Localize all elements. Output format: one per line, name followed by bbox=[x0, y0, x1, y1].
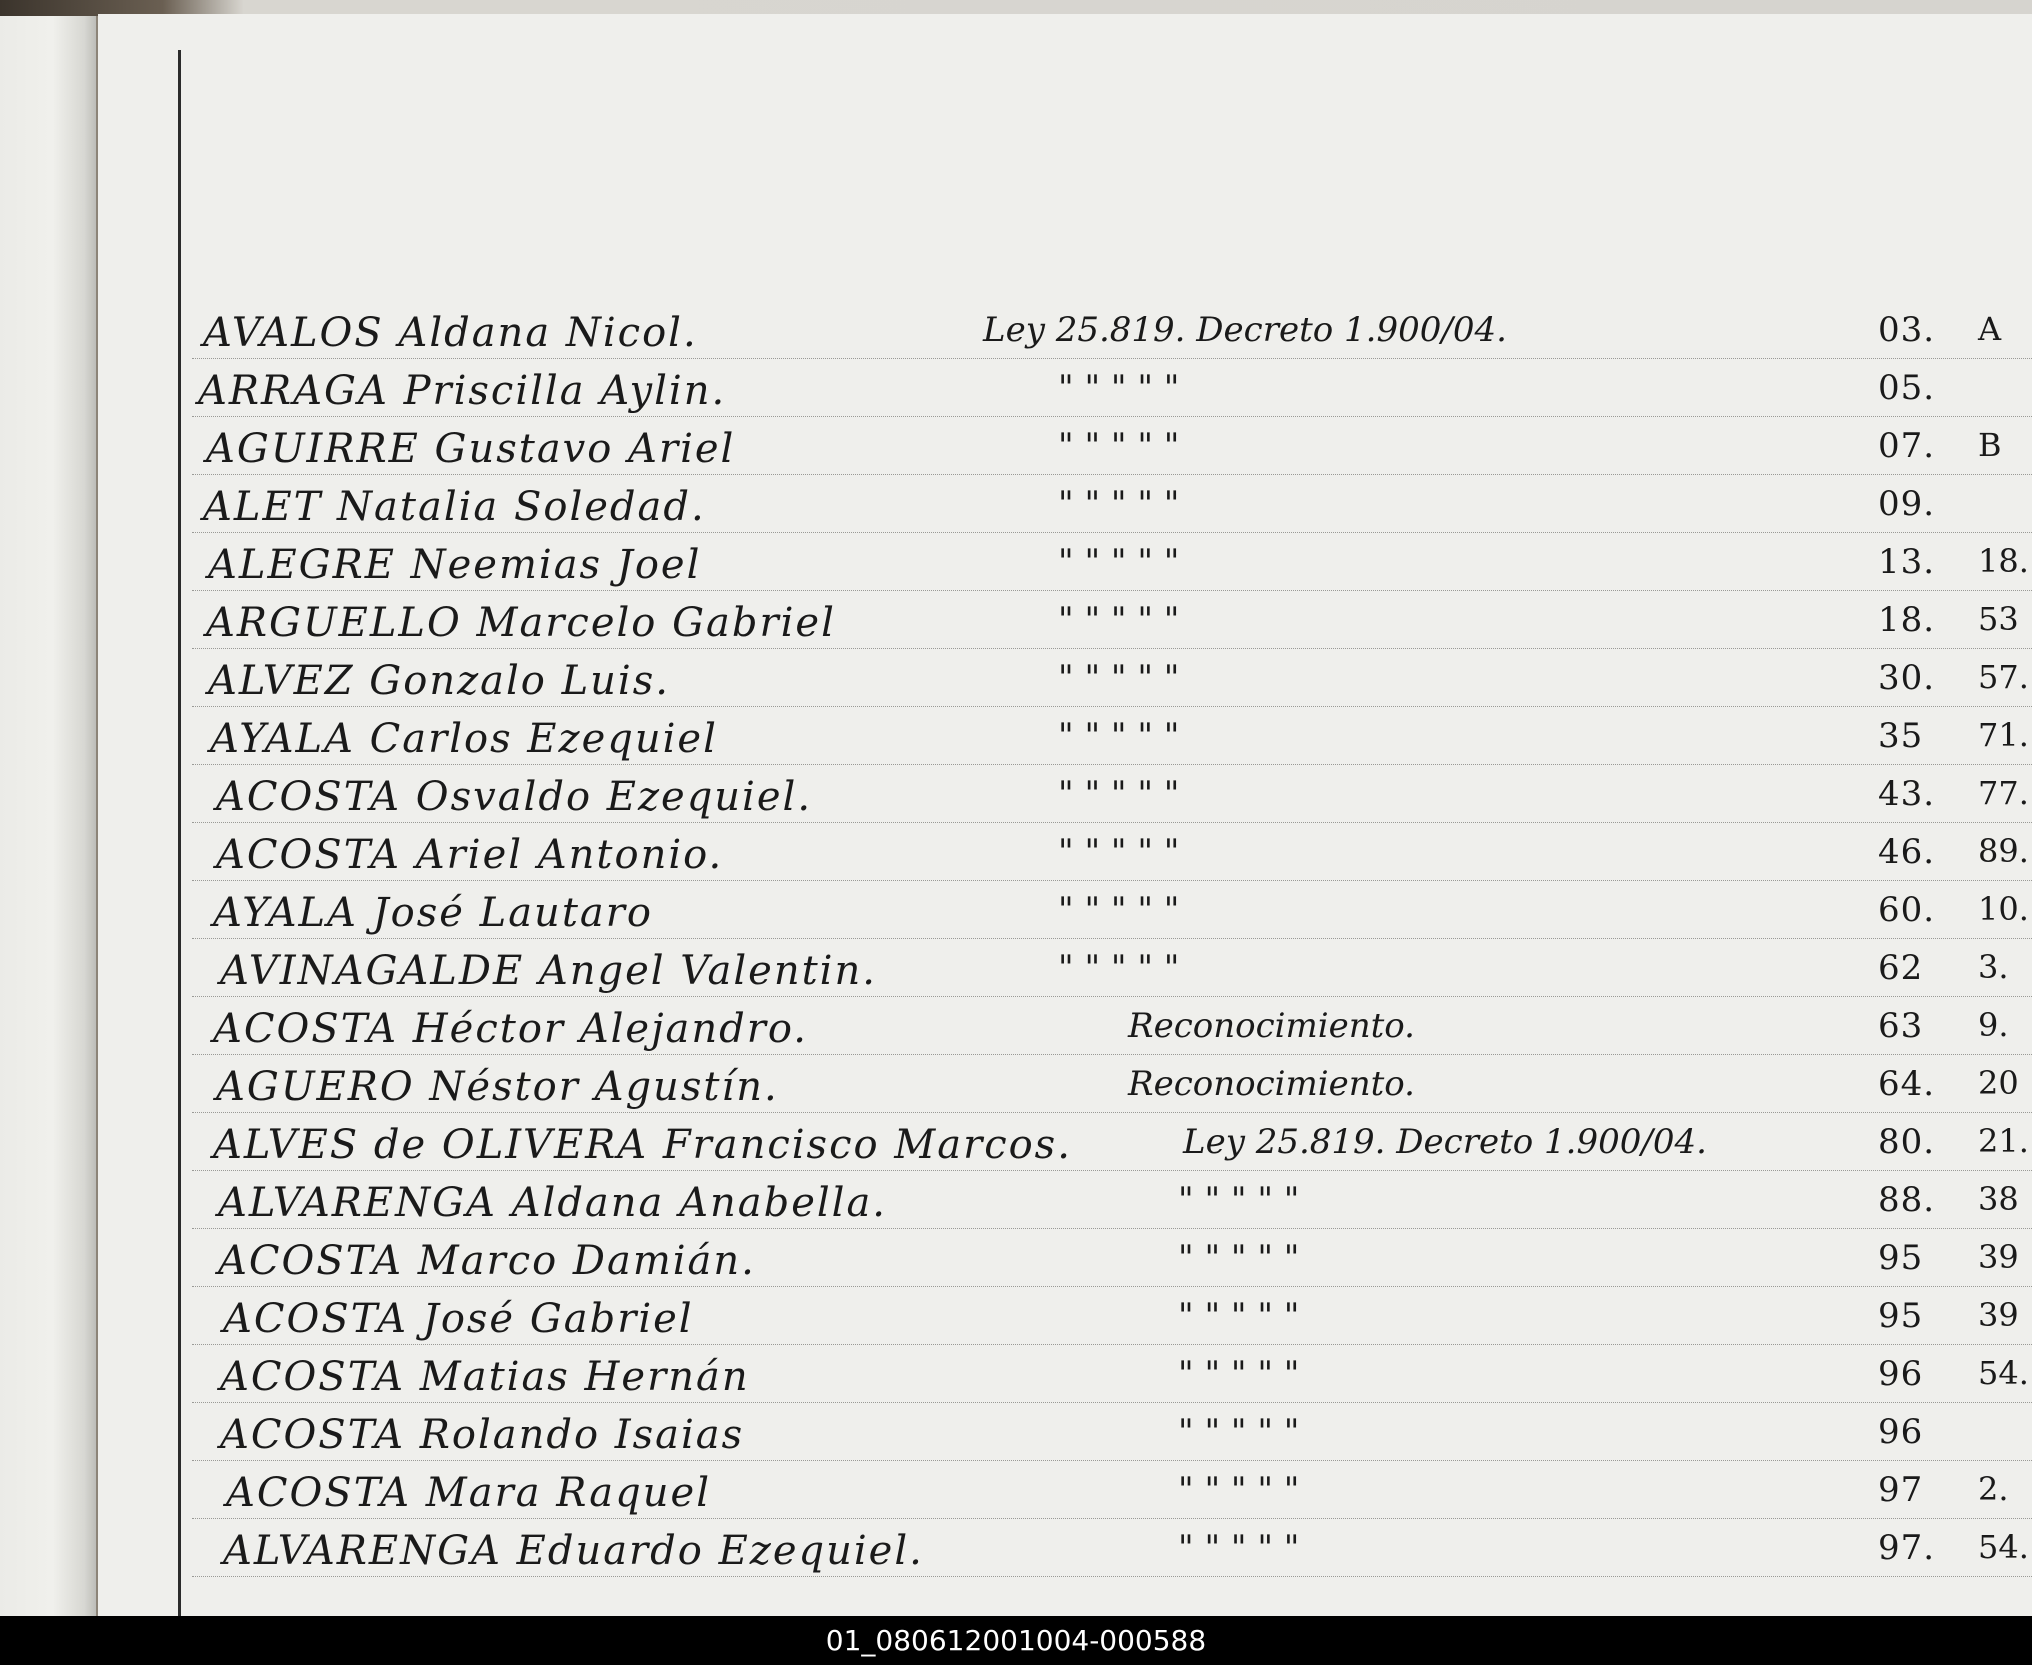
entry-name: ALEGRE Neemias Joel bbox=[208, 542, 702, 588]
entry-legal-basis: " " " " " bbox=[1058, 484, 1180, 524]
entry-name: ACOSTA Marco Damián. bbox=[218, 1238, 756, 1284]
entry-legal-basis: " " " " " bbox=[1058, 426, 1180, 466]
entry-legal-basis: Reconocimiento. bbox=[1128, 1064, 1415, 1104]
right-margin-note: 10. bbox=[1978, 890, 2029, 928]
caption-bar bbox=[0, 1616, 2032, 1665]
ruled-line bbox=[192, 532, 2032, 533]
entry-name: ACOSTA Ariel Antonio. bbox=[216, 832, 724, 878]
entry-name: AYALA José Lautaro bbox=[213, 890, 653, 936]
ruled-line bbox=[192, 1518, 2032, 1519]
entry-legal-basis: " " " " " bbox=[1178, 1180, 1300, 1220]
ruled-line bbox=[192, 1402, 2032, 1403]
entry-number: 64. bbox=[1878, 1064, 1936, 1104]
ledger-page bbox=[98, 14, 2032, 1616]
entry-name: AGUIRRE Gustavo Ariel bbox=[206, 426, 736, 472]
entry-legal-basis: Ley 25.819. Decreto 1.900/04. bbox=[1183, 1122, 1707, 1162]
entry-number: 07. bbox=[1878, 426, 1936, 466]
entry-number: 09. bbox=[1878, 484, 1936, 524]
entry-name: AVALOS Aldana Nicol. bbox=[203, 310, 698, 356]
entry-number: 97. bbox=[1878, 1528, 1936, 1568]
ruled-line bbox=[192, 1170, 2032, 1171]
entry-number: 63 bbox=[1878, 1006, 1924, 1046]
entry-number: 30. bbox=[1878, 658, 1936, 698]
ruled-line bbox=[192, 1576, 2032, 1577]
ruled-line bbox=[192, 1054, 2032, 1055]
right-margin-note: 71. bbox=[1978, 716, 2029, 754]
entry-number: 18. bbox=[1878, 600, 1936, 640]
entry-legal-basis: " " " " " bbox=[1178, 1296, 1300, 1336]
right-margin-note: 2. bbox=[1978, 1470, 2009, 1508]
entry-number: 80. bbox=[1878, 1122, 1936, 1162]
entry-legal-basis: " " " " " bbox=[1178, 1238, 1300, 1278]
entry-name: ALVES de OLIVERA Francisco Marcos. bbox=[213, 1122, 1072, 1168]
ruled-line bbox=[192, 706, 2032, 707]
image-caption: 01_080612001004-000588 bbox=[825, 1624, 1207, 1657]
ruled-line bbox=[192, 474, 2032, 475]
entry-number: 05. bbox=[1878, 368, 1936, 408]
right-margin-note: 38 bbox=[1978, 1180, 2019, 1218]
right-margin-note: 3. bbox=[1978, 948, 2009, 986]
entry-name: ARGUELLO Marcelo Gabriel bbox=[206, 600, 836, 646]
right-margin-note: 39 bbox=[1978, 1238, 2019, 1276]
margin-line bbox=[178, 50, 181, 1616]
right-margin-note: 53 bbox=[1978, 600, 2019, 638]
entry-number: 97 bbox=[1878, 1470, 1924, 1510]
entry-name: ACOSTA Osvaldo Ezequiel. bbox=[216, 774, 813, 820]
entry-name: AGUERO Néstor Agustín. bbox=[216, 1064, 779, 1110]
entry-number: 95 bbox=[1878, 1296, 1924, 1336]
entry-legal-basis: " " " " " bbox=[1058, 948, 1180, 988]
ruled-line bbox=[192, 996, 2032, 997]
right-margin-note: 20 bbox=[1978, 1064, 2019, 1102]
ruled-line bbox=[192, 1344, 2032, 1345]
entry-number: 43. bbox=[1878, 774, 1936, 814]
right-margin-note: 9. bbox=[1978, 1006, 2009, 1044]
entry-number: 35 bbox=[1878, 716, 1924, 756]
entry-name: ACOSTA Matias Hernán bbox=[220, 1354, 750, 1400]
entry-number: 60. bbox=[1878, 890, 1936, 930]
entry-number: 96 bbox=[1878, 1412, 1924, 1452]
right-margin-note: B bbox=[1978, 426, 2002, 464]
entry-legal-basis: " " " " " bbox=[1058, 832, 1180, 872]
entry-number: 13. bbox=[1878, 542, 1936, 582]
right-margin-note: 18. bbox=[1978, 542, 2029, 580]
entry-legal-basis: " " " " " bbox=[1058, 542, 1180, 582]
right-margin-note: 39 bbox=[1978, 1296, 2019, 1334]
entry-legal-basis: " " " " " bbox=[1178, 1354, 1300, 1394]
right-margin-note: 57. bbox=[1978, 658, 2029, 696]
entry-name: ALET Natalia Soledad. bbox=[203, 484, 706, 530]
entry-name: ACOSTA José Gabriel bbox=[223, 1296, 694, 1342]
ruled-line bbox=[192, 648, 2032, 649]
entry-name: ALVARENGA Aldana Anabella. bbox=[218, 1180, 888, 1226]
entry-name: ACOSTA Mara Raquel bbox=[226, 1470, 711, 1516]
entry-name: ACOSTA Héctor Alejandro. bbox=[213, 1006, 808, 1052]
entry-name: AVINAGALDE Angel Valentin. bbox=[220, 948, 877, 994]
entry-legal-basis: " " " " " bbox=[1178, 1528, 1300, 1568]
ruled-line bbox=[192, 358, 2032, 359]
right-margin-note: 89. bbox=[1978, 832, 2029, 870]
entry-number: 62 bbox=[1878, 948, 1924, 988]
entry-number: 46. bbox=[1878, 832, 1936, 872]
entry-legal-basis: " " " " " bbox=[1058, 716, 1180, 756]
entry-legal-basis: " " " " " bbox=[1058, 890, 1180, 930]
entry-name: ACOSTA Rolando Isaias bbox=[220, 1412, 745, 1458]
entry-number: 95 bbox=[1878, 1238, 1924, 1278]
entry-legal-basis: " " " " " bbox=[1178, 1470, 1300, 1510]
entry-name: AYALA Carlos Ezequiel bbox=[210, 716, 718, 762]
right-margin-note: 21. bbox=[1978, 1122, 2029, 1160]
entry-name: ALVARENGA Eduardo Ezequiel. bbox=[223, 1528, 924, 1574]
ruled-line bbox=[192, 1112, 2032, 1113]
entry-legal-basis: Reconocimiento. bbox=[1128, 1006, 1415, 1046]
entry-number: 96 bbox=[1878, 1354, 1924, 1394]
entry-legal-basis: " " " " " bbox=[1058, 368, 1180, 408]
entry-number: 88. bbox=[1878, 1180, 1936, 1220]
entry-number: 03. bbox=[1878, 310, 1936, 350]
entry-name: ARRAGA Priscilla Aylin. bbox=[198, 368, 727, 414]
ruled-line bbox=[192, 1286, 2032, 1287]
ruled-line bbox=[192, 1460, 2032, 1461]
entry-legal-basis: " " " " " bbox=[1058, 658, 1180, 698]
right-margin-note: 54. bbox=[1978, 1528, 2029, 1566]
entry-legal-basis: " " " " " bbox=[1058, 600, 1180, 640]
entry-legal-basis: " " " " " bbox=[1058, 774, 1180, 814]
entry-legal-basis: " " " " " bbox=[1178, 1412, 1300, 1452]
ruled-line bbox=[192, 880, 2032, 881]
right-margin-note: 77. bbox=[1978, 774, 2029, 812]
ruled-line bbox=[192, 590, 2032, 591]
ruled-line bbox=[192, 764, 2032, 765]
entry-name: ALVEZ Gonzalo Luis. bbox=[208, 658, 670, 704]
right-margin-note: A bbox=[1978, 310, 2002, 348]
ruled-line bbox=[192, 822, 2032, 823]
ruled-line bbox=[192, 938, 2032, 939]
ruled-line bbox=[192, 416, 2032, 417]
entry-legal-basis: Ley 25.819. Decreto 1.900/04. bbox=[983, 310, 1507, 350]
ruled-line bbox=[192, 1228, 2032, 1229]
right-margin-note: 54. bbox=[1978, 1354, 2029, 1392]
facing-page-edge bbox=[0, 16, 96, 1616]
